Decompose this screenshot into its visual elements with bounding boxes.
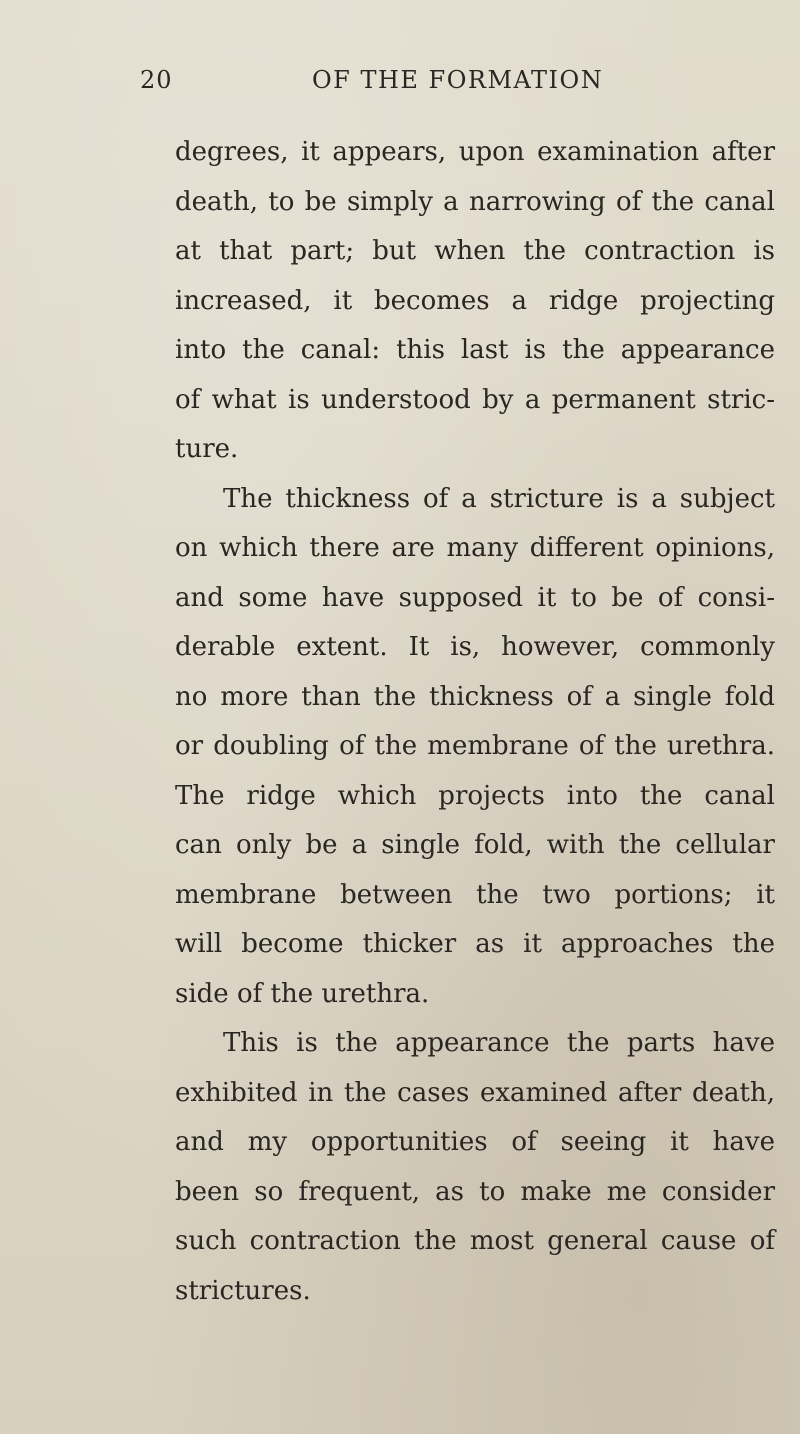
text-line: exhibited in the cases examined after death, (175, 1077, 775, 1108)
text-line: The thickness of a stricture is a subject (223, 483, 775, 514)
page-number: 20 (140, 66, 173, 94)
text-line: and some have supposed it to be of consi- (175, 582, 775, 613)
paragraph-3 (175, 1019, 775, 1316)
text-line: will become thicker as it approaches the (175, 929, 775, 959)
text-line: at that part; but when the contraction is (175, 236, 775, 266)
text-line: side of the urethra. (175, 978, 430, 1009)
text-line: such contraction the most general cause of (175, 1226, 775, 1256)
text-line: into the canal: this last is the appearance (175, 335, 775, 365)
text-line: degrees, it appears, upon examination after (175, 137, 775, 167)
text-line: or doubling of the membrane of the urethra. (175, 731, 775, 761)
text-line: increased, it becomes a ridge projecting (175, 285, 775, 316)
text-line: and my opportunities of seeing it have (175, 1127, 775, 1157)
paragraph-2 (175, 475, 775, 1020)
paragraph-1 (175, 128, 775, 475)
text-line: been so frequent, as to make me consider (175, 1176, 775, 1207)
body-text (175, 128, 775, 1316)
text-line: The ridge which projects into the canal (175, 780, 775, 811)
text-line: no more than the thickness of a single fold (175, 681, 775, 712)
text-line: death, to be simply a narrowing of the canal (175, 186, 775, 217)
page-header (0, 66, 800, 106)
text-line: can only be a single fold, with the cellular (175, 830, 775, 860)
text-line: derable extent. It is, however, commonly (175, 632, 775, 662)
text-line: strictures. (175, 1275, 311, 1306)
text-line: membrane between the two portions; it (175, 879, 775, 910)
text-line: This is the appearance the parts have (223, 1028, 775, 1058)
text-line: ture. (175, 434, 239, 464)
text-line: of what is understood by a permanent stric- (175, 384, 775, 415)
running-head: OF THE FORMATION (312, 66, 604, 94)
text-line: on which there are many different opinions, (175, 533, 775, 563)
